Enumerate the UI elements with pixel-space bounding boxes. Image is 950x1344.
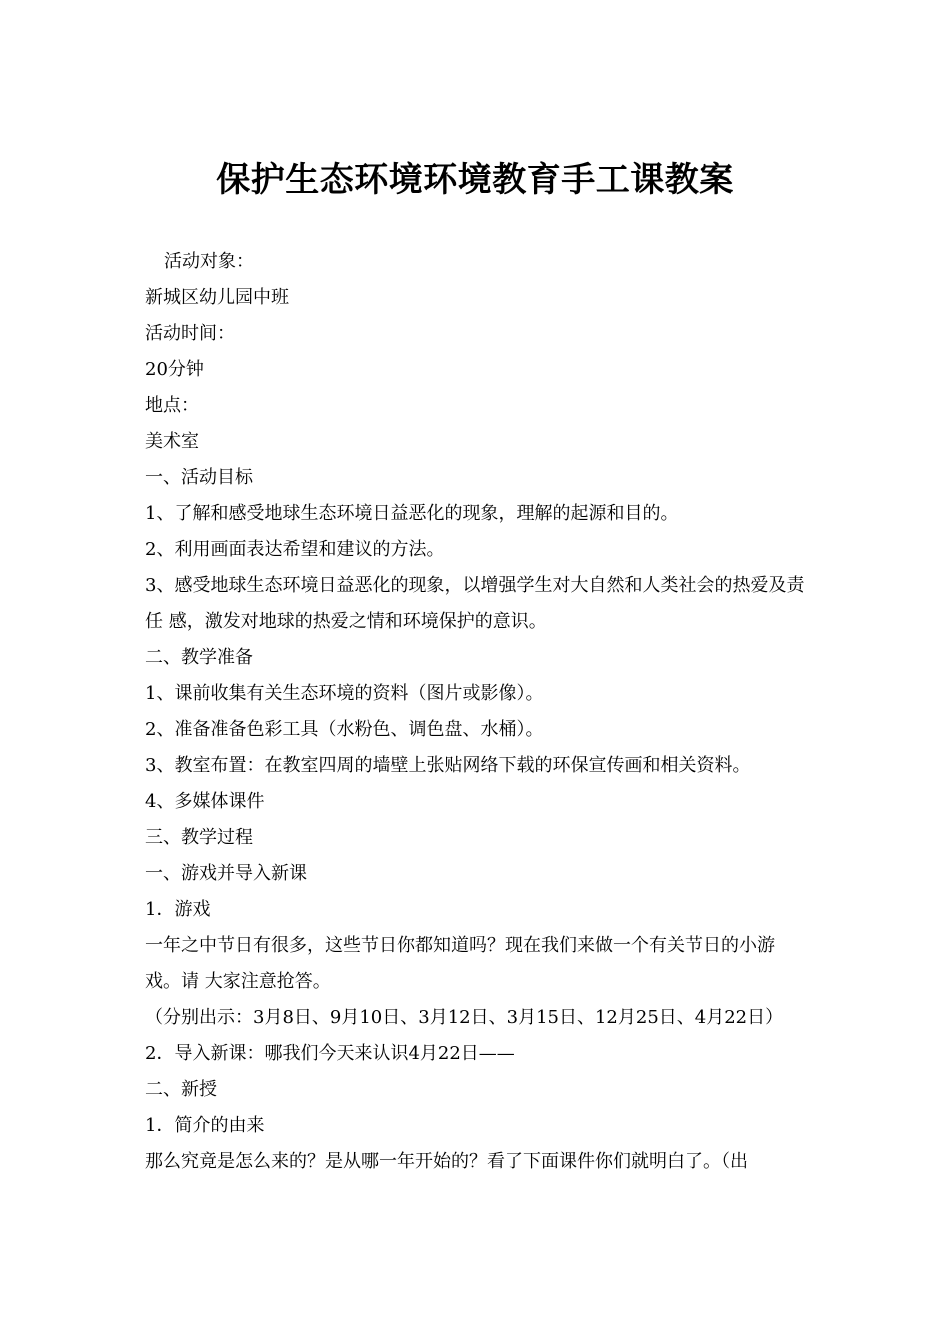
paragraph-location-label: 地点：	[145, 395, 199, 416]
paragraph-activity-time-label: 活动时间：	[145, 323, 235, 344]
paragraph-prep-3: 3、教室布置：在教室四周的墙壁上张贴网络下载的环保宣传画和相关资料。	[145, 755, 751, 776]
section-heading-goals: 一、活动目标	[145, 467, 253, 488]
paragraph-location: 美术室	[145, 431, 199, 452]
paragraph-origin-label: 1．简介的由来	[145, 1115, 265, 1136]
paragraph-goal-2: 2、利用画面表达希望和建议的方法。	[145, 539, 445, 560]
subsection-heading-new-teaching: 二、新授	[145, 1079, 217, 1100]
section-heading-process: 三、教学过程	[145, 827, 253, 848]
paragraph-dates: （分别出示：3月8日、9月10日、3月12日、3月15日、12月25日、4月22日）	[145, 1007, 784, 1028]
paragraph-activity-target-label: 活动对象：	[164, 251, 254, 272]
paragraph-origin-text: 那么究竟是怎么来的？是从哪一年开始的？看了下面课件你们就明白了。（出	[145, 1151, 748, 1172]
paragraph-activity-target: 新城区幼儿园中班	[145, 287, 289, 308]
paragraph-intro-new-lesson: 2．导入新课：哪我们今天来认识4月22日——	[145, 1043, 515, 1064]
document-title: 保护生态环境环境教育手工课教案	[216, 160, 734, 200]
paragraph-activity-time: 20分钟	[145, 359, 204, 380]
paragraph-prep-1: 1、课前收集有关生态环境的资料（图片或影像）。	[145, 683, 544, 704]
paragraph-goal-3: 3、感受地球生态环境日益恶化的现象，以增强学生对大自然和人类社会的热爱及责任 感，激发对地球的热爱之情和环境保护的意识。	[145, 575, 805, 632]
subsection-heading-game: 一、游戏并导入新课	[145, 863, 307, 884]
paragraph-game-text: 一年之中节日有很多，这些节日你都知道吗？现在我们来做一个有关节日的小游戏。请 大家注意抢答。	[145, 935, 775, 992]
paragraph-goal-1: 1、了解和感受地球生态环境日益恶化的现象，理解的起源和目的。	[145, 503, 679, 524]
paragraph-prep-4: 4、多媒体课件	[145, 791, 265, 812]
paragraph-game-label: 1．游戏	[145, 899, 211, 920]
section-heading-preparation: 二、教学准备	[145, 647, 253, 668]
document-body	[145, 244, 810, 1180]
paragraph-prep-2: 2、准备准备色彩工具（水粉色、调色盘、水桶）。	[145, 719, 544, 740]
